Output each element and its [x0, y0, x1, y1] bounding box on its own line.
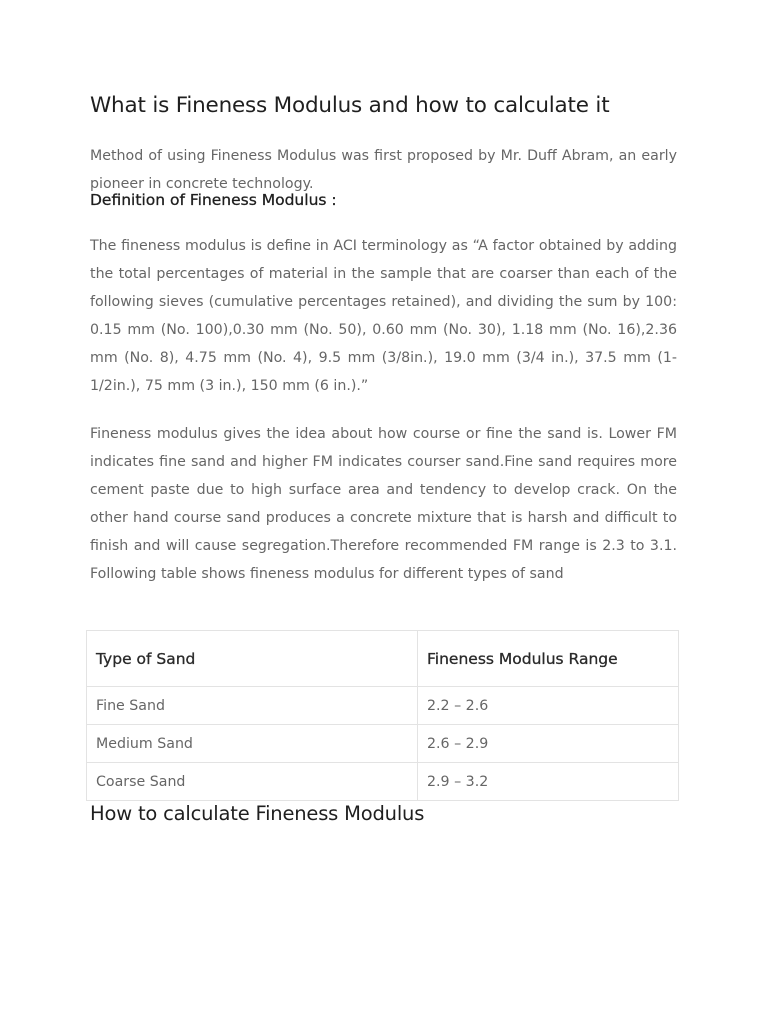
- table-row: [87, 687, 679, 725]
- definition-heading: Definition of Fineness Modulus :: [90, 191, 337, 209]
- calculation-heading: How to calculate Fineness Modulus: [90, 802, 425, 825]
- table-row: [87, 763, 679, 801]
- intro-paragraph: Method of using Fineness Modulus was first proposed by Mr. Duff Abram, an early pioneer in concrete technology.: [90, 148, 677, 192]
- table-row: [87, 725, 679, 763]
- fineness-modulus-table: [86, 630, 679, 801]
- explanation-paragraph: Fineness modulus gives the idea about how course or fine the sand is. Lower FM indicates fine sand and higher FM indicates courser sand.Fine sand requires more cement paste due to high surface area and tendency to develop crack. On the other hand course sand produces a concrete mixture that is harsh and difficult to finish and will cause segregation.Therefore recommended FM range is 2.3 to 3.1. Following table shows fineness modulus for different types of sand: [90, 426, 677, 582]
- definition-paragraph: The fineness modulus is define in ACI terminology as “A factor obtained by adding the total percentages of material in the sample that are coarser than each of the following sieves (cumulative percentages retained), and dividing the sum by 100: 0.15 mm (No. 100),0.30 mm (No. 50), 0.60 mm (No. 30), 1.18 mm (No. 16),2.36 mm (No. 8), 4.75 mm (No. 4), 9.5 mm (3/8in.), 19.0 mm (3/4 in.), 37.5 mm (1-1/2in.), 75 mm (3 in.), 150 mm (6 in.).”: [90, 238, 677, 394]
- cell-sand-type: Coarse Sand: [87, 763, 418, 801]
- cell-fm-range: 2.6 – 2.9: [418, 725, 679, 763]
- cell-fm-range: 2.2 – 2.6: [418, 687, 679, 725]
- page-title: What is Fineness Modulus and how to calculate it: [90, 93, 610, 118]
- header-fm-range: Fineness Modulus Range: [418, 631, 679, 687]
- cell-sand-type: Fine Sand: [87, 687, 418, 725]
- table-header-row: [87, 631, 679, 687]
- cell-fm-range: 2.9 – 3.2: [418, 763, 679, 801]
- header-type-of-sand: Type of Sand: [87, 631, 418, 687]
- cell-sand-type: Medium Sand: [87, 725, 418, 763]
